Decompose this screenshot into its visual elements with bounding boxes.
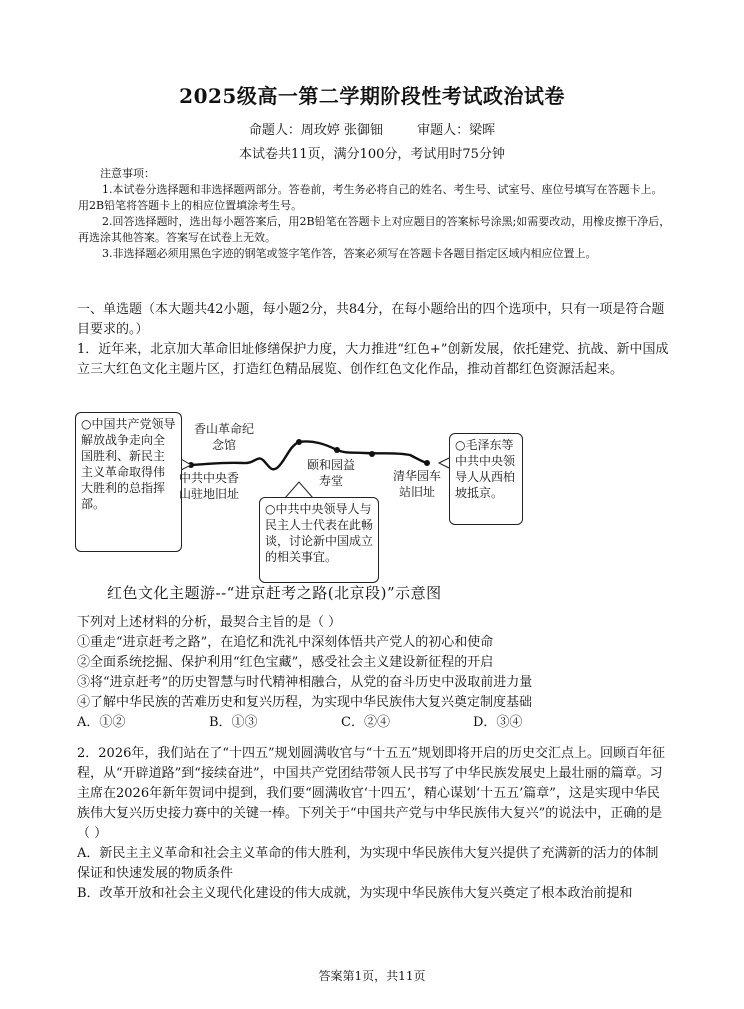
callout-right-pointer bbox=[439, 458, 449, 468]
route-dot bbox=[334, 447, 340, 453]
route-map bbox=[75, 410, 545, 610]
question-2-option-b: B．改革开放和社会主义现代化建设的伟大成就，为实现中华民族伟大复兴奠定了根本政治前提和 bbox=[77, 886, 633, 901]
question-2 bbox=[77, 744, 671, 904]
exam-title: 2025级高一第二学期阶段性考试政治试卷 bbox=[179, 84, 565, 108]
callout-middle bbox=[259, 497, 379, 583]
notes-item-1: 1.本试卷分选择题和非选择题两部分。答卷前，考生务必将自己的姓名、考生号、试室号、座位号填写在答题卡上。用2B铅笔将答题卡上的相应位置填涂考生号。 bbox=[78, 183, 663, 212]
notes-item-2: 2.回答选择题时，选出每小题答案后，用2B铅笔在答题卡上对应题目的答案标号涂黑;如需要改动，用橡皮擦干净后，再选涂其他答案。答案写在试卷上无效。 bbox=[78, 215, 671, 244]
option-a: A．①② bbox=[77, 715, 126, 730]
route-dot bbox=[296, 439, 302, 445]
callout-right bbox=[449, 433, 523, 525]
exam-meta: 本试卷共11页，满分100分，考试用时75分钟 bbox=[239, 147, 505, 162]
place-qinghua-station: 清华园车站旧址 bbox=[392, 469, 441, 499]
place-xiangshan-memorial: 香山革命纪念馆 bbox=[193, 422, 254, 452]
callout-left bbox=[75, 412, 182, 552]
callout-right-text: ○毛泽东等中共中央领导人从西柏坡抵京。 bbox=[455, 438, 516, 500]
callout-middle-text: ○中共中央领导人与民主人士代表在此畅谈，讨论新中国成立的相关事宜。 bbox=[265, 502, 374, 564]
question-2-stem: 2．2026年，我们站在了“十四五”规划圆满收官与“十五五”规划即将开启的历史交汇点上。回顾百年征程，从“开辟道路”到“接续奋进”，中国共产党团结带领人民书写了中华民族发展史上最壮丽的篇章。习主席在2026年新年贺词中提到，我们要“圆满收官‘十四五’，精心谋划‘十五五’篇章”，这是实现中华民族伟大复兴历史接力赛中的关键一棒。下列关于“中国共产党与中华民族伟大复兴”的说法中，正确的是（ ） bbox=[77, 746, 665, 841]
question-1-stem: 1．近年来，北京加大革命旧址修缮保护力度，大力推进“红色+”创新发展，依托建党、抗战、新中国成立三大红色文化主题片区，打造红色精品展览、创作红色文化作品，推动首都红色资源活起来。 bbox=[77, 342, 669, 377]
notes-heading: 注意事项： bbox=[100, 167, 155, 180]
map-caption: 红色文化主题游--“进京赶考之路(北京段)”示意图 bbox=[107, 584, 442, 602]
question-1-options bbox=[77, 713, 671, 733]
option-d: D．③④ bbox=[473, 715, 523, 730]
question-1-intro bbox=[77, 300, 671, 380]
question-1-body bbox=[77, 613, 671, 733]
statement-1: ①重走“进京赶考之路”，在追忆和洗礼中深刻体悟共产党人的初心和使命 bbox=[77, 635, 494, 650]
notes-item-3: 3.非选择题必须用黑色字迹的钢笔或签字笔作答，答案必须写在答题卡各题目指定区域内相应位置上。 bbox=[102, 247, 597, 260]
section-heading: 一、单选题（本大题共42小题，每小题2分，共84分，在每小题给出的四个选项中，只有一项是符合题目要求的。） bbox=[77, 302, 665, 337]
statement-3: ③将“进京赶考”的历史智慧与时代精神相融合，从党的奋斗历史中汲取前进力量 bbox=[77, 675, 533, 690]
author-label: 命题人：周玫婷 张御钿 bbox=[248, 123, 384, 138]
place-yiheyuan: 颐和园益寿堂 bbox=[306, 458, 355, 488]
question-2-option-a: A．新民主主义革命和社会主义革命的伟大胜利，为实现中华民族伟大复兴提供了充满新的活力的体制保证和快速发展的物质条件 bbox=[77, 846, 659, 881]
reviewer-label: 审题人：梁晖 bbox=[417, 123, 496, 138]
authors-line bbox=[0, 119, 744, 138]
option-c: C．②④ bbox=[341, 715, 390, 730]
route-dot bbox=[369, 451, 375, 457]
callout-left-pointer bbox=[181, 459, 191, 470]
callout-left-text: ○中国共产党领导解放战争走向全国胜利、新民主主义革命取得伟大胜利的总指挥部。 bbox=[81, 417, 176, 511]
notes-block bbox=[78, 166, 672, 262]
place-central-committee-hq: 中共中央香山驻地旧址 bbox=[179, 471, 240, 501]
question-1-prompt: 下列对上述材料的分析，最契合主旨的是（ ） bbox=[77, 615, 342, 630]
page-footer: 答案第1页，共11页 bbox=[318, 969, 426, 983]
option-b: B．①③ bbox=[209, 715, 258, 730]
route-dot bbox=[424, 460, 430, 466]
statement-2: ②全面系统挖掘、保护利用“红色宝藏”，感受社会主义建设新征程的开启 bbox=[77, 655, 494, 670]
statement-4: ④了解中华民族的苦难历史和复兴历程，为实现中华民族伟大复兴奠定制度基础 bbox=[77, 695, 533, 710]
